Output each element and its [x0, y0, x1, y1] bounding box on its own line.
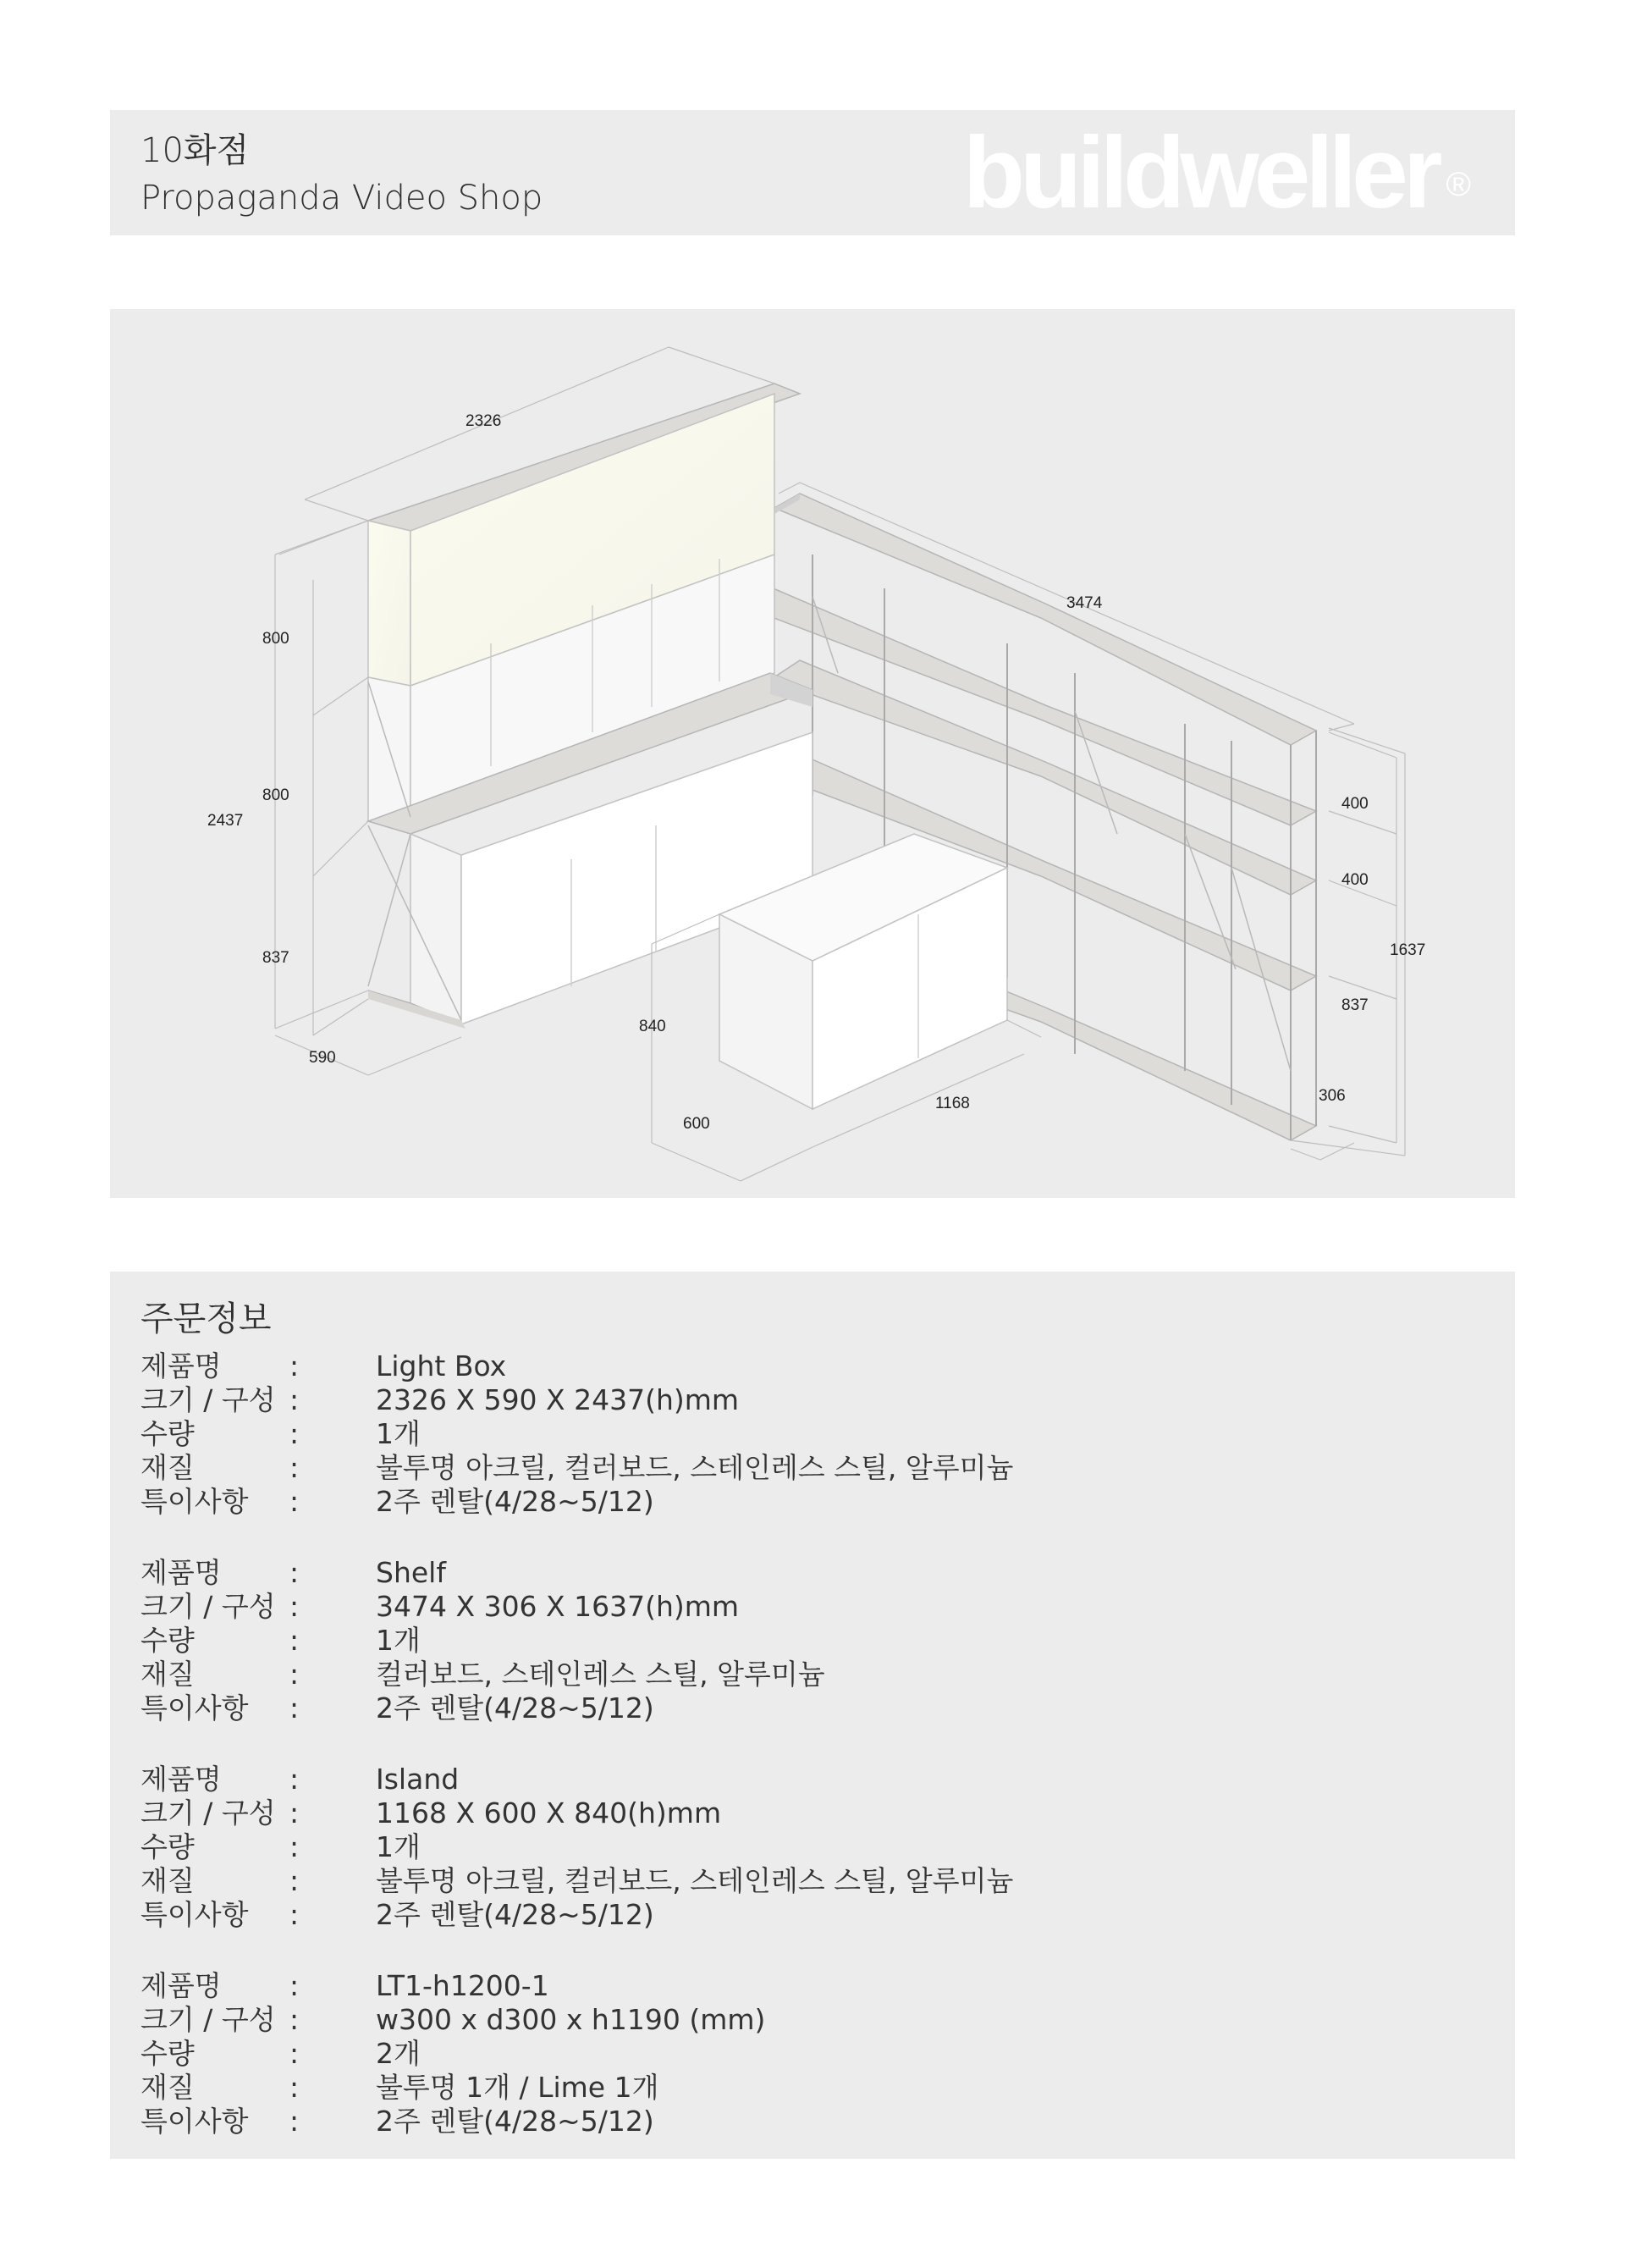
- product-material-row: [140, 1864, 1461, 1898]
- label-colon: :: [289, 1830, 300, 1863]
- value-size: 2326 X 590 X 2437(h)mm: [376, 1383, 740, 1416]
- value-qty: 1개: [376, 1417, 421, 1450]
- dim-lightbox-mid: 800: [262, 786, 289, 804]
- value-size: w300 x d300 x h1190 (mm): [376, 2003, 766, 2036]
- product-block: [140, 1556, 1461, 1725]
- product-list: [140, 1349, 1461, 2176]
- label-size: 크기 / 구성: [140, 1590, 276, 1623]
- label-colon: :: [289, 2037, 300, 2070]
- label-colon: :: [289, 1556, 300, 1589]
- label-material: 재질: [140, 2071, 195, 2104]
- dim-shelf-total: 1637: [1390, 941, 1426, 959]
- value-note: 2주 렌탈(4/28~5/12): [376, 1898, 654, 1931]
- product-qty-row: [140, 1417, 1461, 1451]
- dim-lightbox-depth: 590: [309, 1049, 336, 1067]
- label-colon: :: [289, 1485, 300, 1518]
- label-size: 크기 / 구성: [140, 2003, 276, 2036]
- dim-shelf-depth: 306: [1319, 1087, 1346, 1105]
- registered-mark: ®: [1446, 166, 1471, 203]
- label-note: 특이사항: [140, 1691, 249, 1724]
- label-name: 제품명: [140, 1969, 222, 2002]
- value-note: 2주 렌탈(4/28~5/12): [376, 2105, 654, 2138]
- label-qty: 수량: [140, 2037, 195, 2070]
- product-note-row: [140, 1485, 1461, 1519]
- value-name: Island: [376, 1763, 460, 1796]
- dim-island-height: 840: [639, 1018, 666, 1035]
- product-size-row: [140, 1796, 1461, 1830]
- dim-lightbox-total: 2437: [207, 812, 244, 830]
- store-line-2: Propaganda Video Shop: [140, 179, 543, 218]
- label-name: 제품명: [140, 1556, 222, 1589]
- label-size: 크기 / 구성: [140, 1796, 276, 1829]
- label-colon: :: [289, 2003, 300, 2036]
- label-colon: :: [289, 1796, 300, 1829]
- product-qty-row: [140, 1624, 1461, 1658]
- product-block: [140, 1349, 1461, 1519]
- value-note: 2주 렌탈(4/28~5/12): [376, 1485, 654, 1518]
- label-colon: :: [289, 1417, 300, 1450]
- dim-shelf-middle: 400: [1341, 871, 1369, 889]
- header-banner: [110, 110, 1515, 235]
- label-colon: :: [289, 1658, 300, 1691]
- product-size-row: [140, 1383, 1461, 1417]
- product-note-row: [140, 1691, 1461, 1725]
- value-material: 불투명 1개 / Lime 1개: [376, 2071, 659, 2104]
- label-colon: :: [289, 2071, 300, 2104]
- value-size: 1168 X 600 X 840(h)mm: [376, 1796, 722, 1829]
- product-block: [140, 1763, 1461, 1932]
- label-qty: 수량: [140, 1624, 195, 1657]
- product-material-row: [140, 2071, 1461, 2105]
- order-info-panel: [110, 1272, 1515, 2159]
- value-qty: 1개: [376, 1830, 421, 1863]
- value-material: 컬러보드, 스테인레스 스틸, 알루미늄: [376, 1658, 825, 1691]
- product-name-row: [140, 1556, 1461, 1590]
- product-size-row: [140, 2003, 1461, 2037]
- value-material: 불투명 아크릴, 컬러보드, 스테인레스 스틸, 알루미늄: [376, 1864, 1014, 1897]
- label-note: 특이사항: [140, 1898, 249, 1931]
- value-note: 2주 렌탈(4/28~5/12): [376, 1691, 654, 1724]
- label-qty: 수량: [140, 1830, 195, 1863]
- label-size: 크기 / 구성: [140, 1383, 276, 1416]
- brand-logo: [962, 116, 1471, 229]
- store-name: [140, 127, 543, 222]
- product-material-row: [140, 1658, 1461, 1691]
- value-qty: 1개: [376, 1624, 421, 1657]
- label-colon: :: [289, 2105, 300, 2138]
- label-colon: :: [289, 1763, 300, 1796]
- dim-lightbox-top: 800: [262, 630, 289, 648]
- logo-text: buildweller: [962, 116, 1438, 229]
- product-name-row: [140, 1349, 1461, 1383]
- label-material: 재질: [140, 1658, 195, 1691]
- label-qty: 수량: [140, 1417, 195, 1450]
- label-colon: :: [289, 1624, 300, 1657]
- product-qty-row: [140, 2037, 1461, 2071]
- product-note-row: [140, 1898, 1461, 1932]
- value-qty: 2개: [376, 2037, 421, 2070]
- value-size: 3474 X 306 X 1637(h)mm: [376, 1590, 740, 1623]
- label-note: 특이사항: [140, 2105, 249, 2138]
- label-name: 제품명: [140, 1349, 222, 1382]
- label-colon: :: [289, 1969, 300, 2002]
- product-block: [140, 1969, 1461, 2138]
- label-colon: :: [289, 1451, 300, 1484]
- value-material: 불투명 아크릴, 컬러보드, 스테인레스 스틸, 알루미늄: [376, 1451, 1014, 1484]
- dim-island-width: 1168: [935, 1095, 970, 1112]
- label-colon: :: [289, 1898, 300, 1931]
- product-name-row: [140, 1763, 1461, 1796]
- isometric-drawing: [110, 309, 1515, 1198]
- product-material-row: [140, 1451, 1461, 1485]
- order-info-title: 주문정보: [140, 1300, 272, 1338]
- dim-shelf-upper: 400: [1341, 795, 1369, 813]
- product-size-row: [140, 1590, 1461, 1624]
- label-colon: :: [289, 1691, 300, 1724]
- label-name: 제품명: [140, 1763, 222, 1796]
- store-line-1: 10화점: [140, 131, 250, 170]
- label-colon: :: [289, 1383, 300, 1416]
- label-colon: :: [289, 1864, 300, 1897]
- product-name-row: [140, 1969, 1461, 2003]
- dim-shelf-length: 3474: [1066, 594, 1103, 612]
- value-name: Shelf: [376, 1556, 446, 1589]
- value-name: LT1-h1200-1: [376, 1969, 549, 2002]
- dim-shelf-bottom: 837: [1341, 996, 1369, 1014]
- label-material: 재질: [140, 1451, 195, 1484]
- product-note-row: [140, 2105, 1461, 2138]
- label-colon: :: [289, 1590, 300, 1623]
- value-name: Light Box: [376, 1349, 507, 1382]
- label-colon: :: [289, 1349, 300, 1382]
- label-material: 재질: [140, 1864, 195, 1897]
- dim-island-depth: 600: [683, 1115, 710, 1133]
- dim-lightbox-bottom: 837: [262, 949, 289, 967]
- product-qty-row: [140, 1830, 1461, 1864]
- label-note: 특이사항: [140, 1485, 249, 1518]
- drawing-svg: [110, 309, 1515, 1198]
- dim-lightbox-width: 2326: [465, 412, 502, 430]
